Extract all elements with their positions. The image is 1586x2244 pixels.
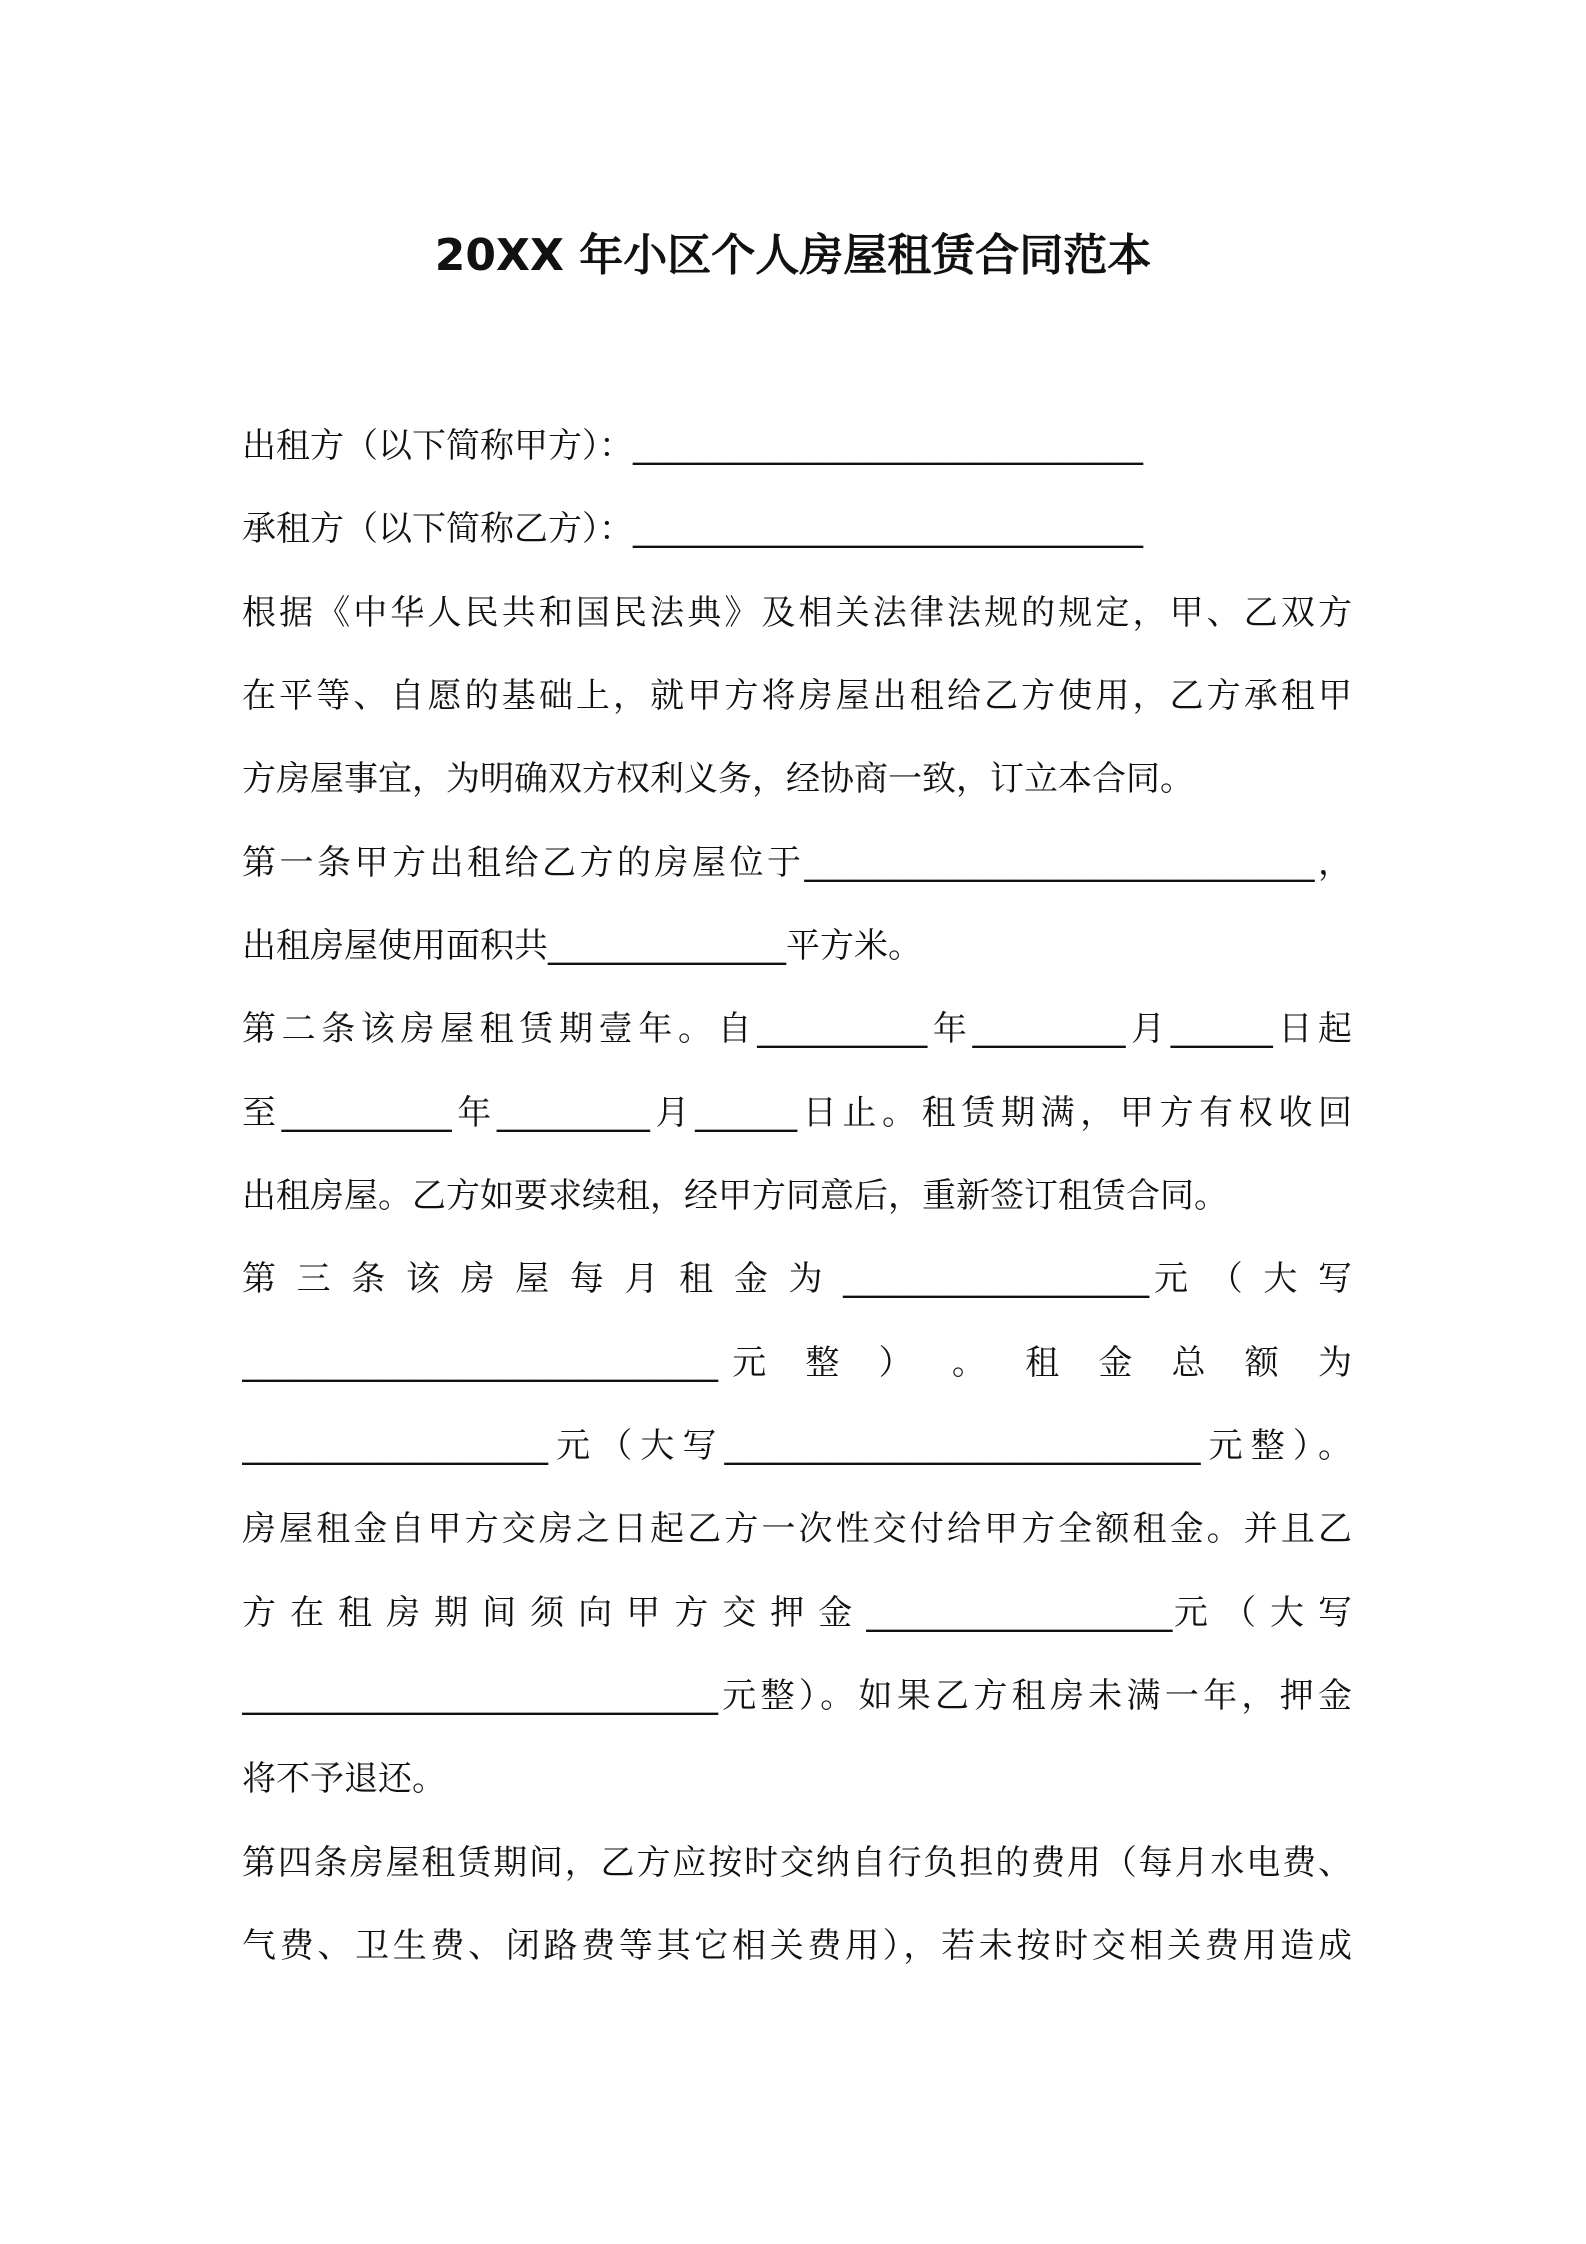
clause-1-line-2: 出租房屋使用面积共______________平方米。 — [242, 926, 922, 966]
lessor-line: 出租方（以下简称甲方）：______________________________ — [242, 426, 1143, 466]
clause-4-line-2: 气费、卫生费、闭路费等其它相关费用），若未按时交相关费用造成 — [242, 1926, 1352, 1966]
clause-3-line-2: ____________________________元 整 ） 。 租 金 总 额 为 — [242, 1343, 1352, 1383]
clause-3-line-5: 方 在 租 房 期 间 须 向 甲 方 交 押 金 __________________元 （ 大 写 — [242, 1593, 1352, 1633]
clause-2-line-3: 出租房屋。乙方如要求续租，经甲方同意后，重新签订租赁合同。 — [242, 1176, 1228, 1216]
clause-2-line-1: 第二条该房屋租赁期壹年。自__________年_________月______日起 — [242, 1009, 1352, 1049]
clause-4-line-1: 第四条房屋租赁期间，乙方应按时交纳自行负担的费用（每月水电费、 — [242, 1843, 1352, 1883]
clause-3-line-3: __________________元（大写____________________________元整）。 — [242, 1426, 1352, 1466]
preamble-line-1: 根据《中华人民共和国民法典》及相关法律法规的规定，甲、乙双方 — [242, 593, 1352, 633]
clause-3-line-6: ____________________________元整）。如果乙方租房未满一年，押金 — [242, 1676, 1352, 1716]
lessee-line: 承租方（以下简称乙方）：______________________________ — [242, 509, 1143, 549]
clause-2-line-2: 至__________年_________月______日止。租赁期满，甲方有权收回 — [242, 1093, 1352, 1133]
document-title: 20XX 年小区个人房屋租赁合同范本 — [434, 230, 1152, 281]
preamble-line-3: 方房屋事宜，为明确双方权利义务，经协商一致，订立本合同。 — [242, 759, 1194, 799]
clause-3-line-4: 房屋租金自甲方交房之日起乙方一次性交付给甲方全额租金。并且乙 — [242, 1509, 1352, 1549]
clause-1-line-1: 第一条甲方出租给乙方的房屋位于______________________________， — [242, 843, 1352, 883]
clause-3-line-7: 将不予退还。 — [242, 1759, 446, 1799]
clause-3-line-1: 第 三 条 该 房 屋 每 月 租 金 为 __________________元 （ 大 写 — [242, 1259, 1352, 1299]
preamble-line-2: 在平等、自愿的基础上，就甲方将房屋出租给乙方使用，乙方承租甲 — [242, 676, 1352, 716]
